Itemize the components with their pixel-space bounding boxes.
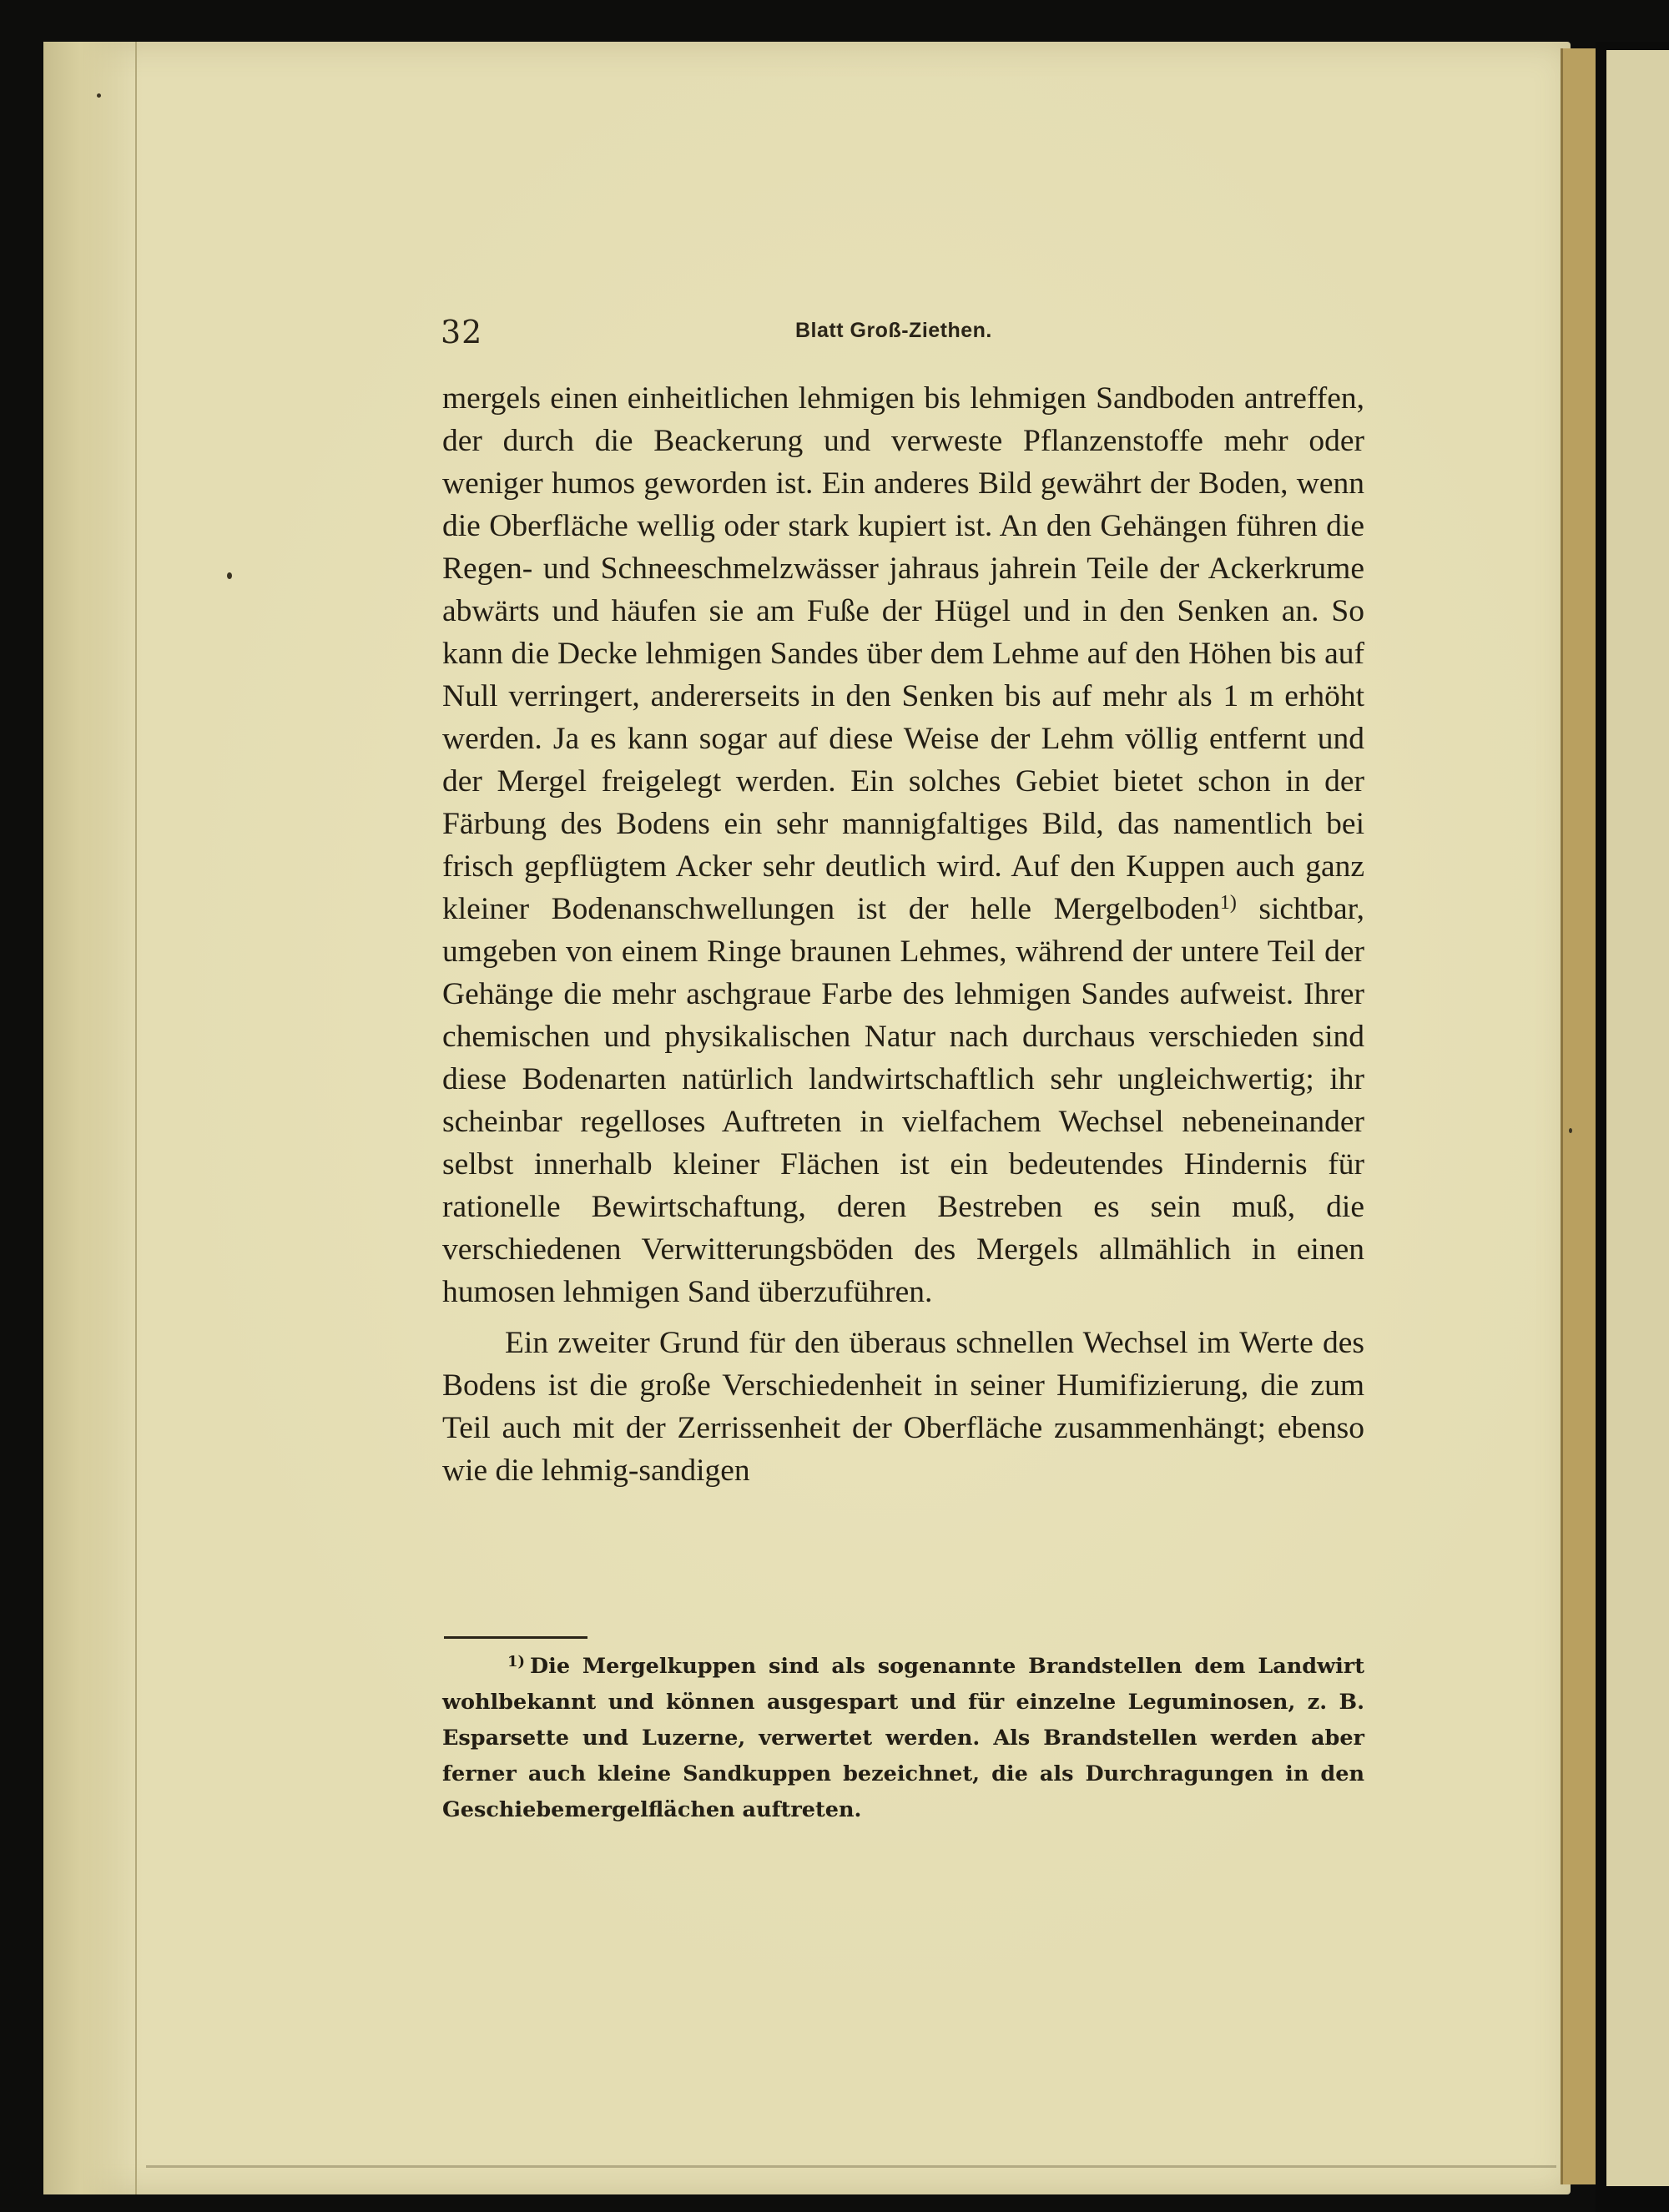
dust-speck (227, 572, 232, 579)
paragraph-text: sichtbar, umgeben von einem Ringe braunen Lehmes, während der untere Teil der Gehänge die mehr aschgraue Farbe des lehmigen Sandes aufweist. Ihrer chemischen und physikalischen Natur nach durchaus verschieden sind diese Bodenarten natürlich landwirtschaftlich sehr ungleichwertig; ihr scheinbar regelloses Auftreten in vielfachem Wechsel nebeneinander selbst innerhalb kleiner Flächen ist ein bedeutendes Hindernis für rationelle Bewirtschaftung, deren Bestreben es sein muß, die verschiedenen Verwitterungsböden des Mergels allmählich in einen humosen lehmigen Sand überzuführen. (442, 892, 1364, 1309)
dust-speck (97, 93, 101, 98)
page-title: Blatt Groß-Ziethen. (795, 319, 992, 342)
page-gutter-edge (43, 42, 137, 2194)
body-text (442, 377, 1364, 1492)
page-number: 32 (441, 314, 483, 350)
paragraph-text: mergels einen einheitlichen lehmigen bis lehmigen Sandboden antreffen, der durch die Beackerung und verweste Pflanzenstoffe mehr oder weniger humos geworden ist. Ein anderes Bild gewährt der Boden, wenn die Oberfläche wellig oder stark kupiert ist. An den Gehängen führen die Regen- und Schneeschmelzwässer jahraus jahrein Teile der Ackerkrume abwärts und häufen sie am Fuße der Hügel und in den Senken an. So kann die Decke lehmigen Sandes über dem Lehme auf den Höhen bis auf Null verringert, andererseits in den Senken bis auf mehr als 1 m erhöht werden. Ja es kann sogar auf diese Weise der Lehm völlig entfernt und der Mergel freigelegt werden. Ein solches Gebiet bietet schon in der Färbung des Bodens ein sehr mannigfaltiges Bild, das namentlich bei frisch gepflügtem Acker sehr deutlich wird. Auf den Kuppen auch ganz kleiner Bodenanschwellungen ist der helle Mergelboden (442, 381, 1364, 926)
next-page-edge (1561, 48, 1596, 2184)
page-bottom-edge (146, 2165, 1556, 2168)
footnote-reference: 1) (1219, 892, 1237, 914)
footnote (442, 1649, 1364, 1828)
paragraph (442, 377, 1364, 1313)
adjacent-page (1606, 50, 1669, 2186)
footnote-rule (444, 1636, 587, 1639)
footnote-text: Die Mergelkuppen sind als sogenannte Brandstellen dem Landwirt wohlbekannt und können ausgespart und für einzelne Leguminosen, z. B. Esparsette und Luzerne, verwertet werden. Als Brandstellen werden aber ferner auch kleine Sandkuppen bezeichnet, die als Durchragungen in den Geschiebemergelflächen auftreten. (442, 1654, 1364, 1822)
paragraph: Ein zweiter Grund für den überaus schnellen Wechsel im Werte des Bodens ist die große Verschiedenheit in seiner Humifizierung, die zum Teil auch mit der Zerrissenheit der Oberfläche zusammenhängt; ebenso wie die lehmig-sandigen (442, 1326, 1364, 1488)
running-head (441, 314, 1367, 355)
footnote-marker: 1) (507, 1653, 526, 1670)
dust-speck (1569, 1128, 1572, 1133)
